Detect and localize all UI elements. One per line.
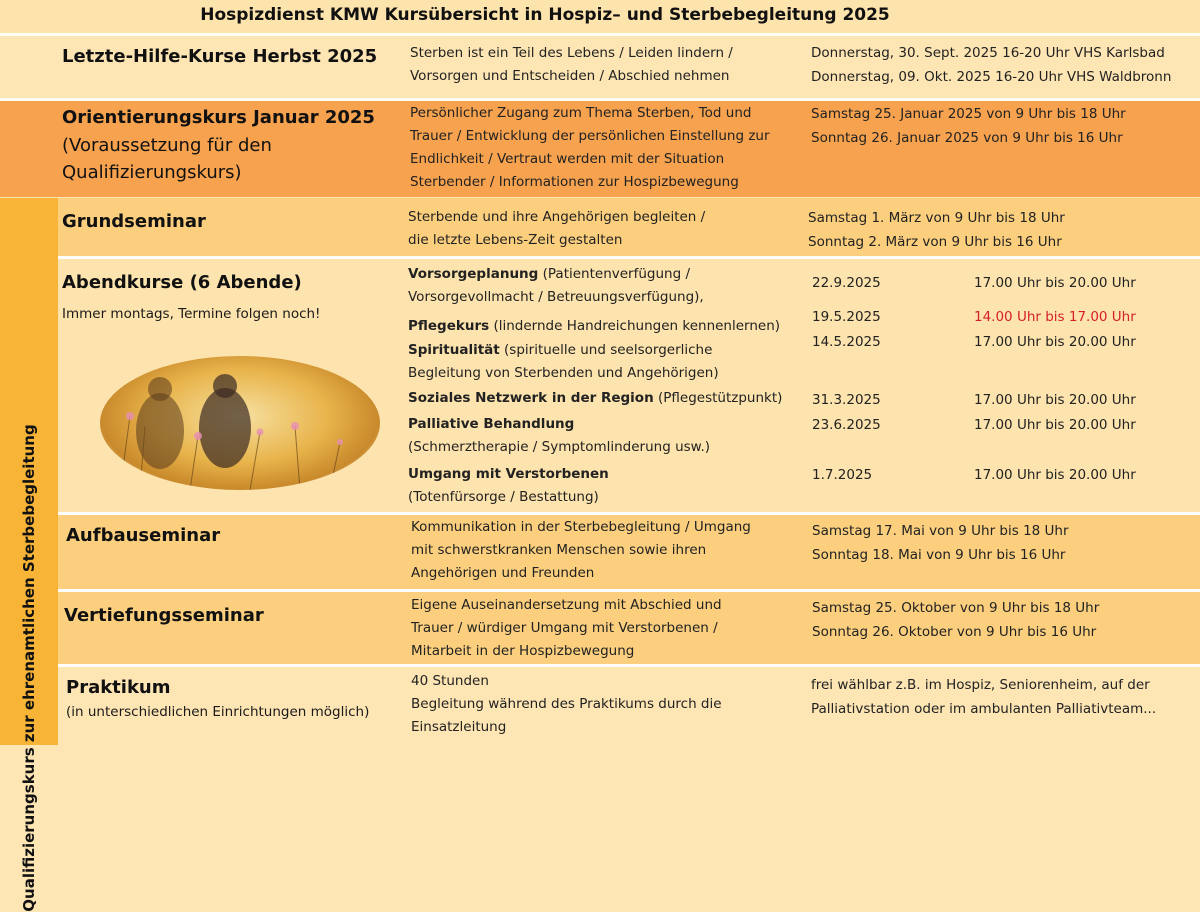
abend-topic-soziales-netzwerk: Soziales Netzwerk in der Region (Pflegestützpunkt) — [408, 390, 783, 406]
abend-date: 14.5.2025 — [812, 334, 881, 350]
abend-topic-umgang-verstorbenen: Umgang mit Verstorbenen (Totenfürsorge / Bestattung) — [408, 466, 609, 505]
abend-date: 1.7.2025 — [812, 467, 873, 483]
two-people-in-meadow-image — [100, 356, 380, 490]
course-dates-aufbauseminar: Samstag 17. Mai von 9 Uhr bis 18 Uhr Sonntag 18. Mai von 9 Uhr bis 16 Uhr — [812, 523, 1069, 563]
course-title-vertiefungsseminar: Vertiefungsseminar — [64, 605, 264, 626]
course-description-letzte-hilfe: Sterben ist ein Teil des Lebens / Leiden lindern / Vorsorgen und Entscheiden / Abschied nehmen — [410, 45, 733, 84]
abend-time-highlighted: 14.00 Uhr bis 17.00 Uhr — [974, 309, 1136, 325]
page-title: Hospizdienst KMW Kursübersicht in Hospiz– und Sterbebegleitung 2025 — [200, 5, 890, 25]
course-description-orientierungskurs: Persönlicher Zugang zum Thema Sterben, Tod und Trauer / Entwicklung der persönlichen Einstellung zur Endlichkeit / Vertraut werden mit der Situation Sterbender / Informationen zur Hospizbewegung — [410, 105, 770, 190]
course-dates-orientierungskurs: Samstag 25. Januar 2025 von 9 Uhr bis 18 Uhr Sonntag 26. Januar 2025 von 9 Uhr bis 16 Uhr — [811, 106, 1126, 146]
abend-time: 17.00 Uhr bis 20.00 Uhr — [974, 275, 1136, 291]
course-dates-grundseminar: Samstag 1. März von 9 Uhr bis 18 Uhr Sonntag 2. März von 9 Uhr bis 16 Uhr — [808, 210, 1065, 250]
course-description-grundseminar: Sterbende und ihre Angehörigen begleiten / die letzte Lebens-Zeit gestalten — [408, 209, 706, 248]
abend-topic-vorsorgeplanung: Vorsorgeplanung (Patientenverfügung / Vorsorgevollmacht / Betreuungsverfügung), — [408, 266, 704, 305]
abend-date: 19.5.2025 — [812, 309, 881, 325]
course-description-vertiefungsseminar: Eigene Auseinandersetzung mit Abschied und Trauer / würdiger Umgang mit Verstorbenen / Mitarbeit in der Hospizbewegung — [411, 597, 722, 659]
abend-date: 22.9.2025 — [812, 275, 881, 291]
course-title-aufbauseminar: Aufbauseminar — [66, 525, 221, 546]
abendkurse-note: Immer montags, Termine folgen noch! — [62, 306, 321, 322]
course-dates-praktikum: frei wählbar z.B. im Hospiz, Seniorenheim, auf der Palliativstation oder im ambulanten Palliativteam... — [811, 677, 1157, 717]
abend-topic-pflegekurs: Pflegekurs (lindernde Handreichungen kennenlernen) — [408, 318, 781, 334]
side-band — [0, 198, 58, 912]
abend-date: 23.6.2025 — [812, 417, 881, 433]
abend-time: 17.00 Uhr bis 20.00 Uhr — [974, 467, 1136, 483]
course-title-abendkurse: Abendkurse (6 Abende) — [62, 272, 302, 293]
course-description-praktikum: 40 Stunden Begleitung während des Praktikums durch die Einsatzleitung — [411, 673, 722, 735]
course-subtitle-orientierungskurs: (Voraussetzung für den Qualifizierungskurs) — [62, 135, 272, 183]
abend-time: 17.00 Uhr bis 20.00 Uhr — [974, 417, 1136, 433]
side-label: Qualifizierungskurs zur ehrenamtlichen Sterbebegleitung — [20, 424, 38, 912]
abend-date: 31.3.2025 — [812, 392, 881, 408]
course-description-aufbauseminar: Kommunikation in der Sterbebegleitung / Umgang mit schwerstkranken Menschen sowie ihren Angehörigen und Freunden — [411, 519, 751, 581]
course-dates-vertiefungsseminar: Samstag 25. Oktober von 9 Uhr bis 18 Uhr Sonntag 26. Oktober von 9 Uhr bis 16 Uhr — [812, 600, 1100, 640]
course-title-grundseminar: Grundseminar — [62, 211, 206, 232]
course-title-orientierungskurs: Orientierungskurs Januar 2025 — [62, 107, 375, 128]
hospice-photo — [100, 356, 380, 490]
course-title-praktikum: Praktikum — [66, 677, 171, 698]
abend-topic-spiritualitaet: Spiritualität (spirituelle und seelsorgerliche Begleitung von Sterbenden und Angehörigen) — [408, 342, 719, 381]
abend-topic-palliative-behandlung: Palliative Behandlung (Schmerztherapie / Symptomlinderung usw.) — [408, 416, 711, 455]
course-subtitle-praktikum: (in unterschiedlichen Einrichtungen möglich) — [66, 704, 370, 720]
course-title-letzte-hilfe: Letzte-Hilfe-Kurse Herbst 2025 — [62, 46, 378, 67]
course-dates-letzte-hilfe: Donnerstag, 30. Sept. 2025 16-20 Uhr VHS Karlsbad Donnerstag, 09. Okt. 2025 16-20 Uhr VHS Waldbronn — [811, 45, 1172, 85]
abend-time: 17.00 Uhr bis 20.00 Uhr — [974, 334, 1136, 350]
abend-time: 17.00 Uhr bis 20.00 Uhr — [974, 392, 1136, 408]
